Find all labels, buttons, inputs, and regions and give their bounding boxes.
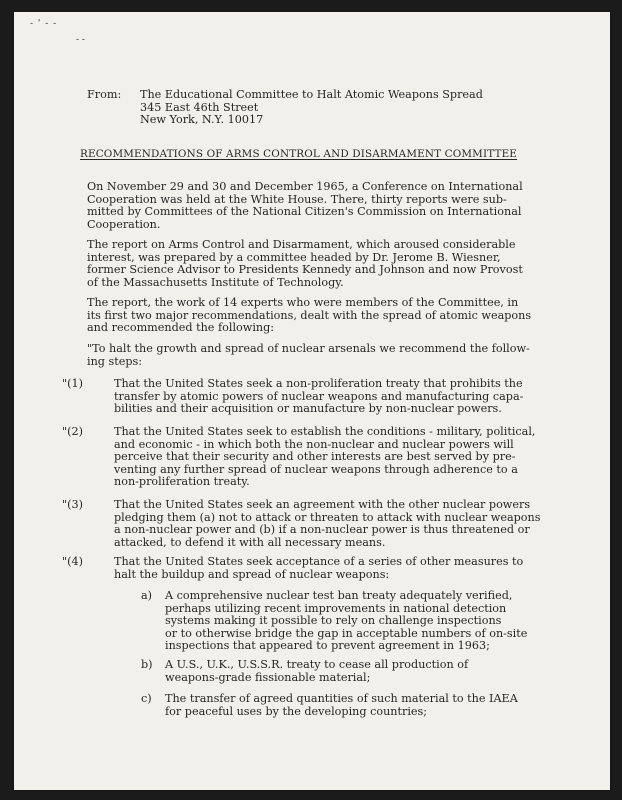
paragraph-line: The report, the work of 14 experts who were members of the Committee, in [87, 296, 519, 309]
item-line: That the United States seek to establish the conditions - military, political, [114, 425, 536, 438]
paragraph-line: mitted by Committees of the National Citizen's Commission on International [87, 205, 522, 219]
subitem-line: perhaps utilizing recent improvements in national detection [165, 601, 507, 615]
item-number: "(2) [62, 425, 83, 438]
from-address [140, 89, 483, 127]
paragraph-experts [87, 297, 557, 335]
paragraph-line: and recommended the following: [87, 321, 275, 335]
item-number: "(1) [62, 377, 83, 390]
paragraph-line: The report on Arms Control and Disarmament, which aroused considerable [87, 238, 516, 251]
subitem-letter: b) [141, 658, 153, 671]
stray-marks-small: - - [76, 35, 85, 45]
recommendation-item [114, 378, 564, 416]
item-line: venting any further spread of nuclear weapons through adherence to a [114, 462, 518, 476]
subitem-line: or to otherwise bridge the gap in acceptable numbers of on-site [165, 626, 528, 640]
paragraph-line: ing steps: [87, 354, 143, 368]
item-line: transfer by atomic powers of nuclear weapons and manufacturing capa- [114, 389, 524, 403]
from-line: 345 East 46th Street [140, 100, 259, 114]
item-line: That the United States seek acceptance of a series of other measures to [114, 555, 524, 568]
document-title: RECOMMENDATIONS OF ARMS CONTROL AND DISARMAMENT COMMITTEE [80, 148, 518, 160]
typed-letter [14, 12, 610, 790]
paragraph-line: interest, was prepared by a committee headed by Dr. Jerome B. Wiesner, [87, 250, 501, 264]
item-number: "(3) [62, 498, 83, 511]
recommendation-item [114, 556, 564, 581]
subitem-letter: a) [141, 589, 153, 602]
document-page [14, 12, 610, 790]
paragraph-conference [87, 181, 557, 231]
from-line: The Educational Committee to Halt Atomic Weapons Spread [140, 88, 483, 101]
from-line: New York, N.Y. 10017 [140, 113, 264, 127]
paragraph-line: of the Massachusetts Institute of Technology. [87, 275, 344, 289]
paragraph-line: Cooperation was held at the White House. There, thirty reports were sub- [87, 192, 507, 206]
paragraph-line: "To halt the growth and spread of nuclear arsenals we recommend the follow- [87, 342, 530, 355]
item-line: and economic - in which both the non-nuclear and nuclear powers will [114, 437, 514, 451]
subitem-line: for peaceful uses by the developing countries; [165, 704, 428, 718]
subitem-line: A U.S., U.K., U.S.S.R. treaty to cease all production of [165, 658, 469, 671]
item-line: attacked, to defend it with all necessary means. [114, 535, 386, 549]
subitem-line: A comprehensive nuclear test ban treaty adequately verified, [165, 589, 513, 602]
item-line: perceive that their security and other interests are best served by pre- [114, 450, 516, 464]
subitem [165, 590, 565, 653]
paragraph-report [87, 239, 557, 289]
recommendation-item [114, 499, 564, 549]
item-line: a non-nuclear power and (b) if a non-nuclear power is thus threatened or [114, 523, 530, 537]
subitem-line: The transfer of agreed quantities of such material to the IAEA [165, 692, 518, 705]
item-line: That the United States seek an agreement with the other nuclear powers [114, 498, 531, 511]
stray-marks: - ' - - [30, 19, 58, 29]
recommendation-item [114, 426, 564, 489]
subitem-line: inspections that appeared to prevent agreement in 1963; [165, 639, 490, 653]
item-line: pledging them (a) not to attack or threaten to attack with nuclear weapons [114, 510, 541, 524]
paragraph-line: former Science Advisor to Presidents Kennedy and Johnson and now Provost [87, 263, 523, 277]
paragraph-line: Cooperation. [87, 217, 161, 231]
item-line: halt the buildup and spread of nuclear weapons: [114, 567, 390, 581]
subitem-letter: c) [141, 692, 152, 705]
paragraph-line: On November 29 and 30 and December 1965, a Conference on International [87, 180, 523, 193]
paragraph-line: its first two major recommendations, dealt with the spread of atomic weapons [87, 308, 532, 322]
item-line: non-proliferation treaty. [114, 475, 250, 489]
item-line: bilities and their acquisition or manufacture by non-nuclear powers. [114, 402, 502, 416]
subitem-line: weapons-grade fissionable material; [165, 670, 371, 684]
paragraph-recommend [87, 343, 557, 368]
subitem-line: systems making it possible to rely on challenge inspections [165, 614, 502, 628]
subitem [165, 693, 565, 718]
subitem [165, 659, 565, 684]
item-line: That the United States seek a non-proliferation treaty that prohibits the [114, 377, 523, 390]
item-number: "(4) [62, 555, 83, 568]
from-label: From: [87, 88, 122, 101]
